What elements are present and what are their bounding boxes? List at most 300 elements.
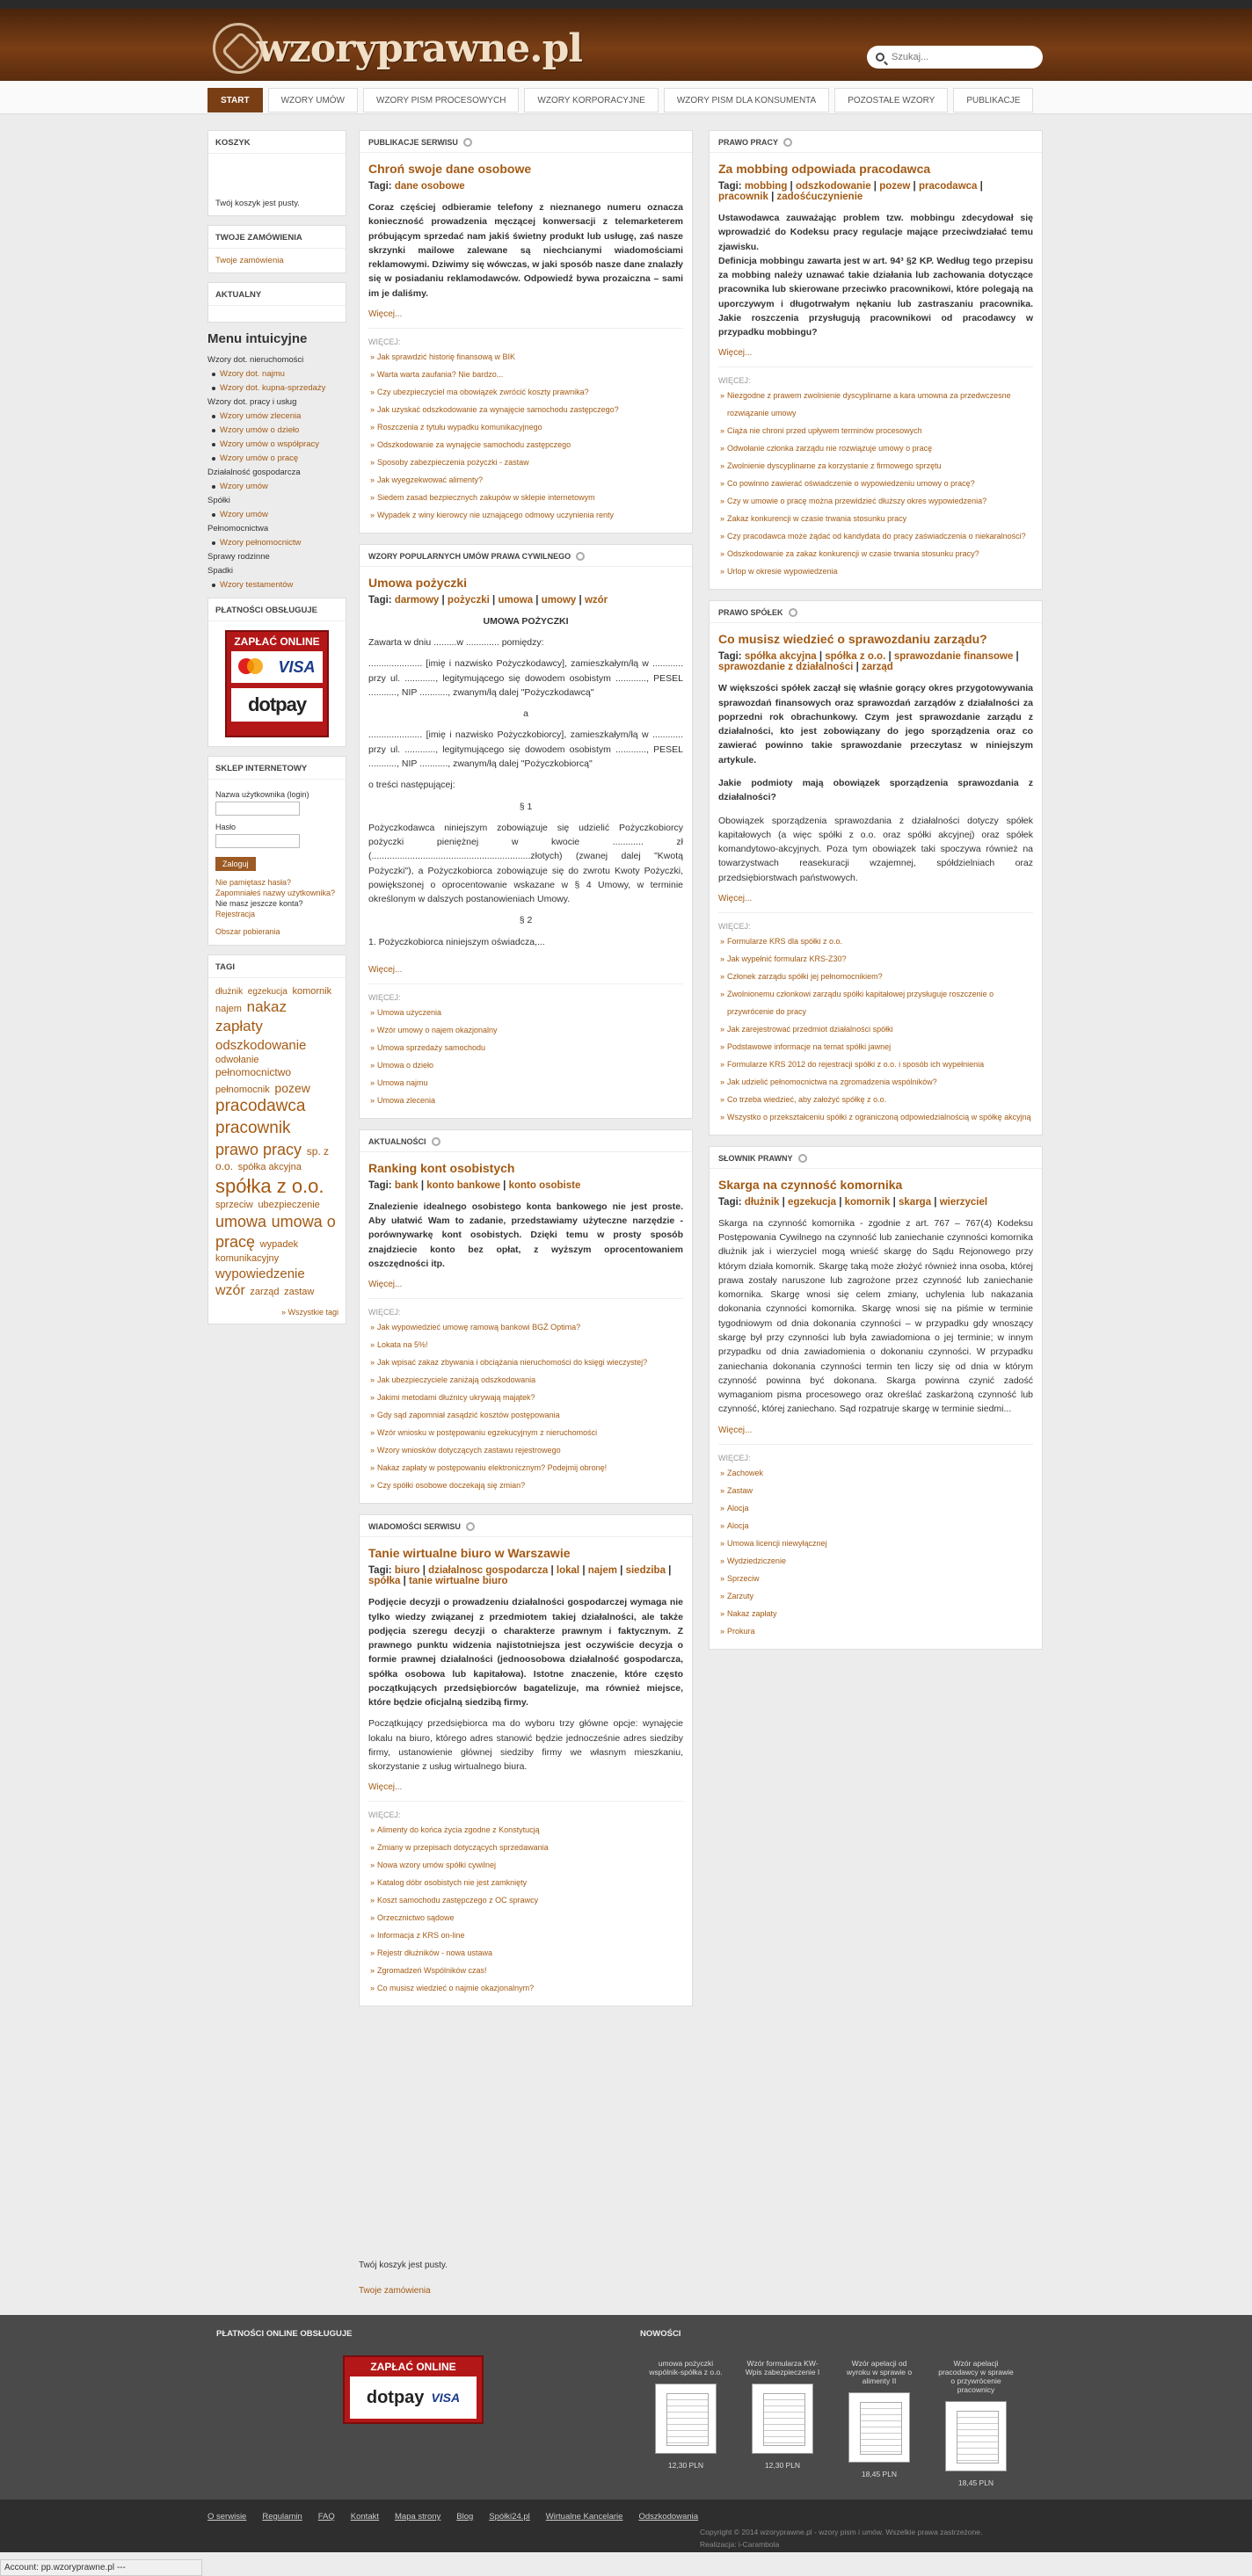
tag-link[interactable]: umowa: [215, 1212, 267, 1230]
nav-item-5[interactable]: POZOSTAŁE WZORY: [834, 88, 948, 112]
doc-line: ..................... [imię i nazwisko Pożyczkodawcy], zamieszkałym/łą w ............ przy ul. ............, legitymującego się dowodem osobistym ............, PESEL ..........., NIP ..........., zwanym/łą dalej "Pożyczkodawcą": [368, 658, 683, 698]
site-logo[interactable]: [213, 23, 582, 74]
mid-panel-3: [359, 1514, 693, 2006]
tag-link[interactable]: ubezpieczenie: [258, 1200, 320, 1211]
news-item[interactable]: [937, 2359, 1015, 2487]
footer-link[interactable]: Regulamin: [262, 2512, 302, 2522]
panel-header: [710, 1147, 1042, 1169]
doc-line: § 1: [519, 801, 533, 812]
related-link[interactable]: » Zarzuty: [727, 1587, 1033, 1605]
doc-line: a: [523, 708, 528, 720]
gear-icon[interactable]: [576, 552, 585, 561]
article-paragraph: Początkujący przedsiębiorca ma do wyboru trzy główne opcje: wynajęcie lokalu na biuro, którego adres stanowić będzie jednocześnie adres siedziby firmy, ustanowienie głównej siedziby firmy we własnym mieszkaniu, skorzystanie z usług wirtualnego biura.: [368, 1718, 683, 1773]
gear-icon[interactable]: [783, 138, 792, 147]
tag-link[interactable]: spółka z o.o.: [215, 1174, 324, 1197]
orders-link[interactable]: Twoje zamówienia: [215, 256, 284, 265]
menu-item[interactable]: Wzory dot. pracy i usług: [207, 397, 297, 407]
article-tag[interactable]: spółka: [368, 1576, 401, 1587]
more-label: WIĘCEJ:: [718, 376, 751, 386]
tags-label: Tagi:: [718, 181, 745, 192]
menu-item[interactable]: Wzory umów o dzieło: [207, 424, 346, 438]
related-link[interactable]: » Nowa wzory umów spółki cywilnej: [377, 1856, 683, 1874]
article-tag[interactable]: siedziba: [625, 1565, 666, 1577]
tag-link[interactable]: pozew: [274, 1080, 310, 1095]
related-link[interactable]: » Umowa sprzedaży samochodu: [377, 1039, 683, 1056]
card-logos: [231, 651, 323, 683]
related-link[interactable]: » Nakaz zapłaty: [727, 1605, 1033, 1622]
related-link[interactable]: » Zgromadzeń Wspólników czas!: [377, 1962, 683, 1979]
article-tag[interactable]: biuro: [394, 1565, 420, 1577]
related-link[interactable]: » Gdy sąd zapomniał zasądzić kosztów postępowania: [377, 1406, 683, 1424]
related-link[interactable]: » Sprzeciw: [727, 1570, 1033, 1587]
article-tag[interactable]: konto osobiste: [508, 1179, 581, 1191]
mastercard-icon: [238, 658, 263, 676]
orders-title: TWOJE ZAMÓWIENIA: [208, 226, 346, 249]
footer: [0, 2315, 1252, 2500]
cart-text: Twój koszyk jest pusty.: [215, 199, 300, 208]
footer-link[interactable]: Mapa strony: [395, 2512, 441, 2522]
doc-title: UMOWA POŻYCZKI: [483, 615, 569, 627]
article-title[interactable]: Tanie wirtualne biuro w Warszawie: [368, 1546, 571, 1561]
search-input[interactable]: [892, 52, 1023, 62]
article-tag[interactable]: konto bankowe: [426, 1179, 500, 1191]
related-link[interactable]: » Niezgodne z prawem zwolnienie dyscyplinarne a kara umowna za przedwczesne rozwiązanie umowy: [727, 387, 1033, 422]
article-tag[interactable]: dłużnik: [744, 1196, 780, 1208]
related-link[interactable]: » Umowa zlecenia: [377, 1092, 683, 1109]
article-body: [710, 207, 1042, 343]
search-icon: [876, 53, 884, 62]
article-tag[interactable]: pożyczki: [447, 594, 490, 606]
article-tags: Tagi: dłużnik | egzekucja | komornik | skarga | wierzyciel: [718, 1196, 988, 1208]
gear-icon[interactable]: [432, 1137, 440, 1146]
more-label: WIĘCEJ:: [368, 992, 401, 1002]
article-title[interactable]: Umowa pożyczki: [368, 575, 468, 590]
cart-box: [207, 130, 346, 216]
article-tag[interactable]: odszkodowanie: [795, 181, 871, 192]
article-paragraph: Ustawodawca zauważając problem tzw. mobbingu zdecydował się wprowadzić do Kodeksu pracy regulacje mające przeciwdziałać temu zjawisku.: [718, 213, 1033, 252]
tag-link[interactable]: komornik: [292, 986, 332, 997]
login-label: Nazwa użytkownika (login): [215, 790, 309, 799]
cart-summary: [359, 2260, 448, 2296]
related-link[interactable]: » Odszkodowanie za zakaz konkurencji w czasie trwania stosunku pracy?: [727, 545, 1033, 562]
tag-link[interactable]: sp. z o.o.: [215, 1144, 330, 1173]
tag-link[interactable]: zastaw: [284, 1287, 315, 1298]
article-tag[interactable]: spółka z o.o.: [825, 651, 886, 663]
article-tag[interactable]: tanie wirtualne biuro: [409, 1576, 508, 1587]
panel-header: [710, 131, 1042, 153]
tag-link[interactable]: wzór: [215, 1283, 245, 1299]
nav-item-2[interactable]: WZORY PISM PROCESOWYCH: [363, 88, 519, 112]
shop-title: SKLEP INTERNETOWY: [208, 757, 346, 780]
footer-link[interactable]: Spółki24.pl: [489, 2512, 530, 2522]
article-tags: [360, 179, 692, 197]
tag-link[interactable]: pełnomocnictwo: [215, 1066, 292, 1079]
panel-header-title: WZORY POPULARNYCH UMÓW PRAWA CYWILNEGO: [368, 551, 571, 561]
related-link[interactable]: » Jak wypełnić formularz KRS-Z30?: [727, 950, 1033, 968]
article-tag[interactable]: wzór: [584, 594, 608, 606]
article-body: [360, 1196, 692, 1274]
article-tag[interactable]: umowa: [498, 594, 534, 606]
nav-item-3[interactable]: WZORY KORPORACYJNE: [524, 88, 658, 112]
tag-link[interactable]: dłużnik: [215, 987, 244, 997]
register-link[interactable]: Rejestracja: [215, 910, 256, 918]
related-link[interactable]: » Umowa najmu: [377, 1074, 683, 1092]
article-tag[interactable]: pracownik: [718, 192, 768, 202]
related-link[interactable]: » Co musisz wiedzieć o najmie okazjonalnym?: [377, 1979, 683, 1997]
tags-title: TAGI: [208, 955, 346, 978]
menu-item[interactable]: Spadki: [207, 566, 234, 576]
footer-link[interactable]: Odszkodowania: [638, 2512, 699, 2522]
related-link[interactable]: » Jak udzielić pełnomocnictwa na zgromadzenia wspólników?: [727, 1073, 1033, 1091]
menu-item[interactable]: Wzory dot. kupna-sprzedaży: [207, 381, 346, 395]
tags-label: Tagi:: [368, 594, 395, 606]
related-link[interactable]: » Zwolnionemu członkowi zarządu spółki kapitałowej przysługuje roszczenie o przywrócenie do pracy: [727, 985, 1033, 1020]
related-link[interactable]: » Roszczenia z tytułu wypadku komunikacyjnego: [377, 418, 683, 436]
tag-link[interactable]: najem: [215, 1004, 242, 1015]
article-paragraph: Definicja mobbingu zawarta jest w art. 94³ §2 KP. Według tego przepisu za mobbing należy uznawać takie działania lub zachowania dotyczące pracownika lub skierowane przeciwko pracownikowi, które polegają na uporczywym i długotrwałym nękaniu lub zastraszaniu pracownika. Jakie roszczenia przysługują pracownikowi od pracodawcy w przypadku mobbingu?: [718, 255, 1033, 338]
tag-link[interactable]: pracodawca: [215, 1097, 306, 1116]
related-link[interactable]: » Katalog dóbr osobistych nie jest zamknięty: [377, 1874, 683, 1891]
panel-header: [360, 545, 692, 567]
tags-label: Tagi:: [368, 181, 395, 192]
menu-item[interactable]: Wzory umów zlecenia: [207, 410, 346, 424]
more-link[interactable]: Więcej...: [368, 1280, 403, 1290]
related-link[interactable]: » Czy w umowie o pracę można przewidzieć dłuższy okres wypowiedzenia?: [727, 492, 1033, 510]
forgot-password-link[interactable]: Nie pamiętasz hasła?: [215, 878, 292, 887]
article-tag[interactable]: komornik: [844, 1196, 891, 1208]
menu-item[interactable]: Wzory dot. nieruchomości: [207, 355, 304, 365]
dotpay-logo: dotpay: [231, 688, 323, 722]
article-tag[interactable]: pracodawca: [918, 181, 978, 192]
article-title[interactable]: Ranking kont osobistych: [368, 1160, 515, 1175]
login-input[interactable]: [215, 802, 300, 816]
related-link[interactable]: » Odszkodowanie za wynajęcie samochodu zastępczego: [377, 436, 683, 454]
visa-logo: VISA: [278, 657, 316, 676]
footer-link[interactable]: Kontakt: [350, 2512, 379, 2522]
doc-line: § 2: [519, 915, 533, 926]
news-item[interactable]: [744, 2359, 821, 2470]
article-tag[interactable]: zarząd: [861, 662, 893, 673]
no-account-text: Nie masz jeszcze konta?: [215, 899, 303, 908]
related-link[interactable]: » Co powinno zawierać oświadczenie o wypowiedzeniu umowy o pracę?: [727, 475, 1033, 492]
separator: [718, 912, 1033, 913]
footer-link[interactable]: Wirtualne Kancelarie: [545, 2512, 623, 2522]
news-item-title: Wzór apelacji pracodawcy w sprawie o przywrócenie pracownicy: [938, 2359, 1014, 2394]
related-link[interactable]: » Zakaz konkurencji w czasie trwania stosunku pracy: [727, 510, 1033, 527]
news-item-price: 18,45 PLN: [861, 2470, 898, 2478]
panel-header-title: SŁOWNIK PRAWNY: [718, 1153, 793, 1163]
more-link[interactable]: Więcej...: [368, 1782, 403, 1793]
related-link[interactable]: » Informacja z KRS on-line: [377, 1927, 683, 1944]
article-paragraph: Coraz częściej odbieramie telefony z nieznanego numeru oznacza konieczność prowadzenia męczącej konwersacji z telemarketerem próbującym sprzedać nam jakiś świetny produkt lub usługę, zaś nasze skrzynki mailowe zalewane są niechcianymi wiadomościami reklamowymi. Dziwimy się wówczas, w jaki sposób nasze dane znalazły się w posiadaniu reklamodawców. Odpowiedź bywa prozaiczna – sami im je daliśmy.: [368, 202, 683, 299]
related-link[interactable]: » Orzecznictwo sądowe: [377, 1909, 683, 1927]
tag-link[interactable]: spółka akcyjna: [237, 1162, 302, 1173]
news-thumbnail: [945, 2401, 1007, 2471]
separator: [368, 1298, 683, 1299]
article-tag[interactable]: darmowy: [394, 594, 440, 606]
more-link[interactable]: Więcej...: [718, 893, 753, 903]
gear-icon[interactable]: [463, 138, 472, 147]
related-list: [360, 1821, 692, 2000]
related-link[interactable]: » Alocja: [727, 1499, 1033, 1517]
related-link[interactable]: » Wypadek z winy kierowcy nie uznającego odmowy uczynienia renty: [377, 506, 683, 524]
related-link[interactable]: » Jak ubezpieczyciele zaniżają odszkodowania: [377, 1371, 683, 1389]
news-item[interactable]: [841, 2359, 918, 2478]
news-item-price: 12,30 PLN: [667, 2461, 704, 2470]
separator: [368, 983, 683, 984]
article-title[interactable]: Skarga na czynność komornika: [718, 1177, 903, 1192]
more-link[interactable]: Więcej...: [718, 1425, 753, 1435]
article-body: [710, 678, 1042, 888]
footer-pay-badge[interactable]: [343, 2355, 484, 2424]
footer-link[interactable]: Blog: [456, 2512, 474, 2522]
panel-header-title: PRAWO SPÓŁEK: [718, 608, 783, 618]
article-tag[interactable]: sprawozdanie z działalności: [718, 662, 854, 673]
related-link[interactable]: » Wzór umowy o najem okazjonalny: [377, 1021, 683, 1039]
menu-item[interactable]: Pełnomocnictwa: [207, 524, 269, 533]
related-link[interactable]: » Urlop w okresie wypowiedzenia: [727, 562, 1033, 580]
article-tag[interactable]: spółka akcyjna: [744, 651, 817, 663]
article-paragraph: Podjęcie decyzji o prowadzeniu działalności gospodarczej wymaga nie tylko wiedzy związanej z przedmiotem takiej działalności, ale także podjęcia szeregu decyzji o charakterze prawnym i faktycznym. Z prawnego punktu widzenia najistotniejsza jest oczywiście decyzja o formie prawnej działalności (jednoosobowa działalność gospodarcza, spółka osobowa lub kapitałowa). Istotne znaczenie, które często początkujących przedsiębiorców bagatelizuje, ma również miejsce, które będzie oficjalną siedzibą firmy.: [368, 1597, 683, 1709]
login-button[interactable]: Zaloguj: [215, 857, 256, 871]
tag-link[interactable]: prawo pracy: [215, 1140, 302, 1158]
menu-item[interactable]: Wzory umów: [207, 508, 346, 522]
related-link[interactable]: » Ciąża nie chroni przed upływem terminów procesowych: [727, 422, 1033, 439]
related-link[interactable]: » Zwolnienie dyscyplinarne za korzystanie z firmowego sprzętu: [727, 457, 1033, 475]
nav-item-6[interactable]: PUBLIKACJE: [953, 88, 1033, 112]
more-label: WIĘCEJ:: [718, 1453, 751, 1462]
nav-item-1[interactable]: WZORY UMÓW: [268, 88, 358, 112]
tags-label: Tagi:: [718, 1196, 745, 1208]
article-tags: Tagi: spółka akcyjna | spółka z o.o. | sprawozdanie finansowe | sprawozdanie z działalności | zarząd: [718, 651, 1019, 673]
article-title[interactable]: Za mobbing odpowiada pracodawca: [718, 162, 931, 176]
related-link[interactable]: » Czy pracodawca może żądać od kandydata do pracy zaświadczenia o niekaralności?: [727, 527, 1033, 545]
article-tag[interactable]: wierzyciel: [939, 1196, 988, 1208]
related-link[interactable]: » Lokata na 5%!: [377, 1336, 683, 1353]
related-list: [710, 932, 1042, 1129]
footer-link[interactable]: O serwisie: [207, 2512, 247, 2522]
shop-box: [207, 756, 346, 946]
related-link[interactable]: » Umowa licencji niewyłącznej: [727, 1535, 1033, 1552]
separator: [718, 1444, 1033, 1445]
tag-link[interactable]: odszkodowanie: [215, 1037, 307, 1053]
related-link[interactable]: » Jakimi metodami dłużnicy ukrywają majątek?: [377, 1389, 683, 1406]
related-link[interactable]: » Zastaw: [727, 1482, 1033, 1499]
logo-text: wzoryprawne.pl: [257, 25, 583, 71]
panel-header-title: WIADOMOŚCI SERWISU: [368, 1522, 461, 1532]
article-tag[interactable]: mobbing: [744, 181, 788, 192]
related-link[interactable]: » Odwołanie członka zarządu nie rozwiązuje umowy o pracę: [727, 439, 1033, 457]
related-link[interactable]: » Formularze KRS dla spółki z o.o.: [727, 932, 1033, 950]
panel-header-title: PRAWO PRACY: [718, 138, 779, 147]
related-link[interactable]: » Umowa użyczenia: [377, 1004, 683, 1021]
nav-item-0[interactable]: START: [207, 88, 263, 112]
related-link[interactable]: » Co trzeba wiedzieć, aby założyć spółkę z o.o.: [727, 1091, 1033, 1108]
related-list: [360, 1318, 692, 1498]
middle-column: [359, 130, 693, 2017]
article-body: [360, 1592, 692, 1777]
news-item-title: umowa pożyczki wspólnik-spółka z o.o.: [649, 2359, 723, 2376]
tags-label: Tagi:: [368, 1565, 395, 1577]
article-tag[interactable]: działalnosc gospodarcza: [428, 1565, 549, 1577]
related-link[interactable]: » Rejestr dłużników - nowa ustawa: [377, 1944, 683, 1962]
gear-icon[interactable]: [789, 608, 797, 617]
password-label: Hasło: [215, 823, 237, 831]
menu-item[interactable]: Wzory umów o pracę: [207, 452, 346, 466]
panel-header: [360, 1515, 692, 1537]
news-thumbnail: [655, 2384, 717, 2454]
tag-link[interactable]: pracownik: [215, 1119, 291, 1137]
related-link[interactable]: » Umowa o dzieło: [377, 1056, 683, 1074]
copyright: [700, 2526, 982, 2551]
more-label: WIĘCEJ:: [368, 1308, 401, 1317]
related-link[interactable]: » Formularze KRS 2012 do rejestracji spółki z o.o. i sposób ich wypełnienia: [727, 1056, 1033, 1073]
right-panel-2: [709, 1146, 1043, 1650]
related-link[interactable]: » Wzory wniosków dotyczących zastawu rejestrowego: [377, 1441, 683, 1459]
related-link[interactable]: » Podstawowe informacje na temat spółki jawnej: [727, 1038, 1033, 1056]
related-link[interactable]: » Nakaz zapłaty w postępowaniu elektronicznym? Podejmij obronę!: [377, 1459, 683, 1477]
payments-title: PŁATNOŚCI OBSŁUGUJE: [208, 599, 346, 621]
updates-box: [207, 282, 346, 323]
cart-summary-orders-link[interactable]: Twoje zamówienia: [359, 2286, 431, 2296]
article-tags: Tagi: biuro | działalnosc gospodarcza | lokal | najem | siedziba | spółka | tanie wirtualne biuro: [368, 1565, 672, 1587]
related-link[interactable]: » Jak zarejestrować przedmiot działalności spółki: [727, 1020, 1033, 1038]
all-tags-link[interactable]: » Wszystkie tagi: [280, 1308, 338, 1317]
right-column: [709, 130, 1043, 1660]
news-thumbnail: [752, 2384, 813, 2454]
article-title[interactable]: Chroń swoje dane osobowe: [368, 162, 532, 176]
article-tag[interactable]: skarga: [899, 1196, 932, 1208]
tag-link[interactable]: zarząd: [250, 1287, 280, 1298]
related-link[interactable]: » Alocja: [727, 1517, 1033, 1535]
menu-item[interactable]: Wzory testamentów: [207, 578, 346, 592]
article-tag[interactable]: pozew: [879, 181, 911, 192]
copyright-text: Copyright © 2014 wzoryprawne.pl - wzory pism i umów. Wszelkie prawa zastrzeżone.: [700, 2528, 983, 2536]
right-panel-1: [709, 600, 1043, 1135]
realization-text: Realizacja: i-Carambola: [700, 2540, 780, 2549]
tag-link[interactable]: egzekucja: [247, 987, 288, 997]
menu-item[interactable]: Wzory pełnomocnictw: [207, 536, 346, 550]
header: [0, 9, 1252, 81]
tag-link[interactable]: wypowiedzenie: [215, 1266, 305, 1281]
downloads-link[interactable]: Obszar pobierania: [215, 927, 280, 936]
tag-link[interactable]: umowa o pracę: [215, 1212, 336, 1251]
tag-link[interactable]: sprzeciw: [215, 1200, 253, 1211]
article-tag[interactable]: bank: [394, 1179, 419, 1191]
menu-item[interactable]: Działalność gospodarcza: [207, 468, 301, 477]
related-link[interactable]: » Prokura: [727, 1622, 1033, 1640]
article-tag[interactable]: egzekucja: [788, 1196, 837, 1208]
pay-online-badge[interactable]: [225, 630, 329, 737]
menu-item[interactable]: Spółki: [207, 496, 230, 505]
related-link[interactable]: » Alimenty do końca życia zgodne z Konstytucją: [377, 1821, 683, 1839]
panel-header: [360, 1130, 692, 1152]
more-link[interactable]: Więcej...: [368, 308, 403, 319]
related-link[interactable]: » Czy spółki osobowe doczekają się zmian?: [377, 1477, 683, 1494]
panel-header: [360, 131, 692, 153]
forgot-login-link[interactable]: Zapomniałeś nazwy użytkownika?: [215, 889, 336, 897]
related-link[interactable]: » Wzór wniosku w postępowaniu egzekucyjnym z nieruchomości: [377, 1424, 683, 1441]
article-tag[interactable]: umowy: [541, 594, 577, 606]
related-link[interactable]: » Warta warta zaufania? Nie bardzo...: [377, 366, 683, 383]
tag-link[interactable]: komunikacyjny: [215, 1253, 280, 1265]
footer-news-title: NOWOŚCI: [640, 2329, 681, 2339]
tag-link[interactable]: pełnomocnik: [215, 1084, 270, 1095]
related-link[interactable]: » Czy ubezpieczyciel ma obowiązek zwrócić koszty prawnika?: [377, 383, 683, 401]
tags-label: Tagi:: [368, 1179, 395, 1191]
article-tag[interactable]: lokal: [556, 1565, 580, 1577]
related-link[interactable]: » Jak wpisać zakaz zbywania i obciążania nieruchomości do księgi wieczystej?: [377, 1353, 683, 1371]
menu-item[interactable]: Wzory umów o współpracy: [207, 438, 346, 452]
article-body: [360, 611, 692, 960]
related-link[interactable]: » Sposoby zabezpieczenia pożyczki - zastaw: [377, 454, 683, 471]
related-link[interactable]: » Członek zarządu spółki jej pełnomocnikiem?: [727, 968, 1033, 985]
news-item[interactable]: [647, 2359, 724, 2470]
menu-item[interactable]: Sprawy rodzinne: [207, 552, 270, 562]
footer-link[interactable]: FAQ: [317, 2512, 335, 2522]
top-strip: [0, 0, 1252, 9]
article-paragraph: Skarga na czynność komornika - zgodnie z art. 767 – 767(4) Kodeksu Postępowania Cywilnego na czynność lub zaniechanie czynności komornika dłużnik jak i wierzyciel mogą wnieść skargę do Sądu Rejonowego przy którym działa komornik. Skargę taką może złożyć również inna osoba, której prawa zostały naruszone lub zagrożone przez czynność lub zaniechanie komornika. Skargę wnosi się celem zmiany, uchylenia lub nakazania dokonania czynności komornika. Skargę wnosi się na piśmie w terminie tygodniowym od dnia dokonania czynności – w przypadku gdy wnoszący skargę był przy czynności lub była zawiadomiona o jej terminie; w innym przypadku od dnia zawiadomienia o dokonaniu czynności. W przypadku zaniechania dokonania czynności termin ten liczy się od dnia w którym czynność powinna być dokonana. Skarga powinna czynić zadość wymaganiom pisma procesowego oraz określać zaskarżoną czynność lub czynność, której zaniechano. Sąd rozpatruje skargę w terminie siedmi...: [718, 1217, 1033, 1415]
more-label: WIĘCEJ:: [368, 337, 401, 346]
article-tag[interactable]: sprawozdanie finansowe: [893, 651, 1014, 663]
news-item-title: Wzór apelacji od wyroku w sprawie o alimenty II: [846, 2359, 913, 2385]
related-link[interactable]: » Zmiany w przepisach dotyczących sprzedawania: [377, 1839, 683, 1856]
related-list: [710, 387, 1042, 584]
article-question: Jakie podmioty mają obowiązek sporządzenia sprawozdania z działalności?: [718, 777, 1033, 803]
tag-link[interactable]: wypadek: [259, 1239, 299, 1250]
menu-item[interactable]: Wzory dot. najmu: [207, 367, 346, 381]
article-title[interactable]: Co musisz wiedzieć o sprawozdaniu zarządu?: [718, 632, 987, 647]
more-link[interactable]: Więcej...: [368, 964, 403, 975]
related-link[interactable]: » Wszystko o przekształceniu spółki z ograniczoną odpowiedzialnością w spółkę akcyjną: [727, 1108, 1033, 1126]
related-link[interactable]: » Zachowek: [727, 1464, 1033, 1482]
more-link[interactable]: Więcej...: [718, 348, 753, 359]
main-nav: [0, 81, 1252, 114]
footer-pay-online-text: ZAPŁAĆ ONLINE: [370, 2361, 456, 2373]
tag-link[interactable]: nakaz zapłaty: [215, 998, 287, 1035]
search-box[interactable]: [867, 46, 1043, 69]
article-tag[interactable]: zadośćuczynienie: [776, 192, 863, 202]
related-link[interactable]: » Jak sprawdzić historię finansową w BIK: [377, 348, 683, 366]
intuitive-menu: [207, 353, 346, 592]
related-link[interactable]: » Wydziedziczenie: [727, 1552, 1033, 1570]
footer-dotpay-logo: dotpay: [366, 2387, 425, 2407]
menu-item[interactable]: Wzory umów: [207, 480, 346, 494]
footer-visa-logo: VISA: [431, 2391, 461, 2405]
related-link[interactable]: » Jak uzyskać odszkodowanie za wynajęcie samochodu zastępczego?: [377, 401, 683, 418]
doc-line: Pożyczkodawca niniejszym zobowiązuje się udzielić Pożyczkobiorcy pożyczki pieniężnej w kwocie ............ zł (..............................................................złotych) (zwanej dalej "Kwotą Pożyczki"), a Pożyczkobiorca zobowiązuje się do zwrotu Kwoty Pożyczki, powiększonej o oprocentowanie wskazane w § 4 Umowy, w terminie określonym w dalszych postanowieniach Umowy.: [368, 822, 683, 905]
related-link[interactable]: » Koszt samochodu zastępczego z OC sprawcy: [377, 1891, 683, 1909]
password-input[interactable]: [215, 834, 300, 848]
article-tag[interactable]: dane osobowe: [394, 181, 465, 192]
doc-line: o treści następującej:: [368, 780, 455, 791]
related-link[interactable]: » Jak wyegzekwować alimenty?: [377, 471, 683, 489]
right-panel-0: [709, 130, 1043, 590]
bottom-bar: [0, 2500, 1252, 2552]
related-link[interactable]: » Jak wypowiedzieć umowę ramową bankowi BGŻ Optima?: [377, 1318, 683, 1336]
nav-item-4[interactable]: WZORY PISM DLA KONSUMENTA: [664, 88, 829, 112]
gear-icon[interactable]: [798, 1154, 807, 1163]
browser-status-bar: Account: pp.wzoryprawne.pl ---: [0, 2559, 202, 2576]
article-tags: Tagi: bank | konto bankowe | konto osobiste: [368, 1179, 581, 1191]
gear-icon[interactable]: [466, 1522, 475, 1531]
doc-line: Zawarta w dniu .........w ............. pomiędzy:: [368, 637, 544, 649]
article-body: [710, 1213, 1042, 1420]
related-link[interactable]: » Siedem zasad bezpiecznych zakupów w sklepie internetowym: [377, 489, 683, 506]
tag-cloud: [208, 978, 346, 1308]
tag-link[interactable]: odwołanie: [215, 1055, 259, 1066]
article-tag[interactable]: najem: [587, 1565, 617, 1577]
